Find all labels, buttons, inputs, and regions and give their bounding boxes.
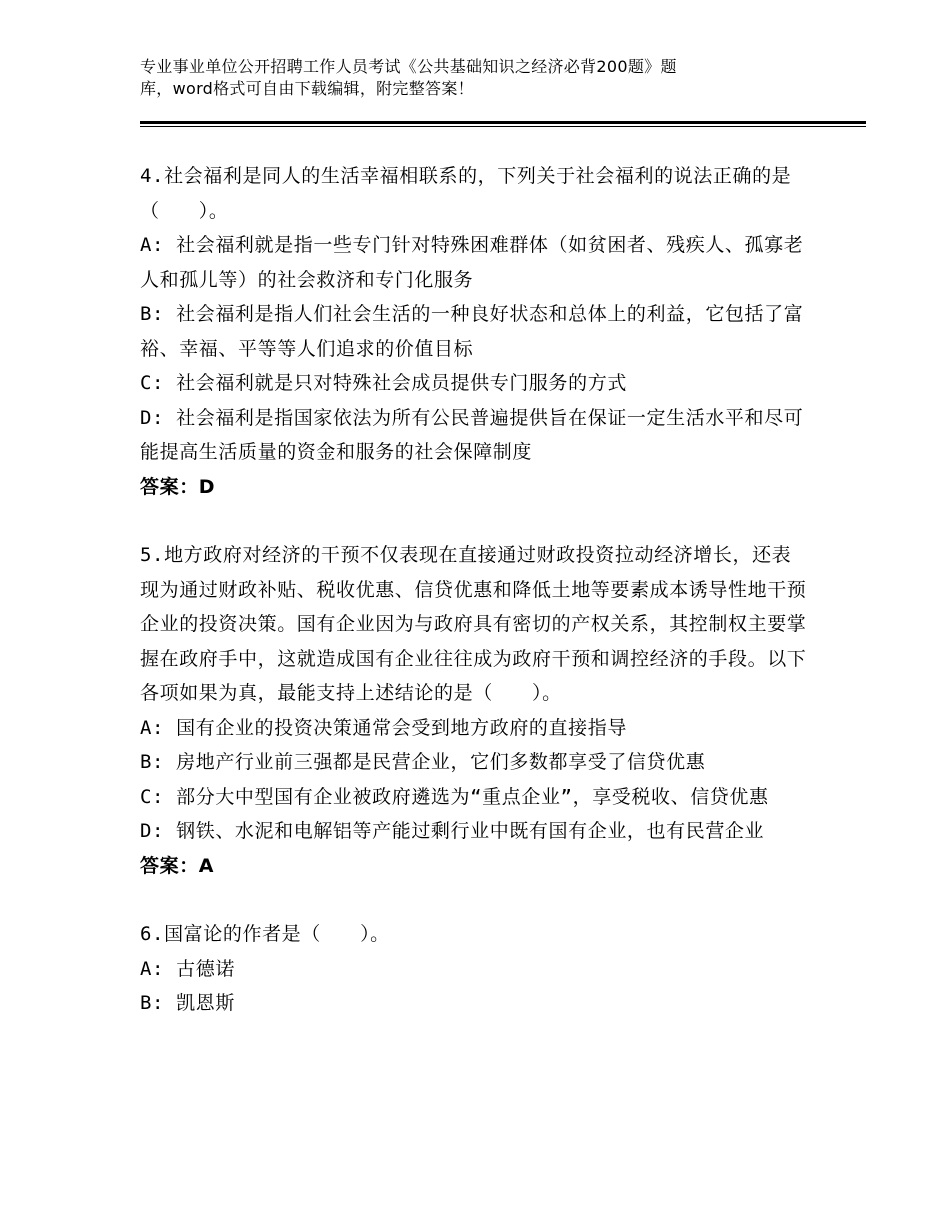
header-title-line-2: 库，word格式可自由下载编辑，附完整答案！ <box>140 79 474 98</box>
option-b: B: 凯恩斯 <box>140 992 235 1014</box>
question-stem: 4.社会福利是同人的生活幸福相联系的，下列关于社会福利的说法正确的是（ ）。 <box>140 165 792 222</box>
question-5 <box>140 538 810 883</box>
option-c: C: 部分大中型国有企业被政府遴选为“重点企业”，享受税收、信贷优惠 <box>140 785 769 808</box>
option-a: A: 国有企业的投资决策通常会受到地方政府的直接指导 <box>140 716 627 739</box>
option-a: A: 社会福利就是指一些专门针对特殊困难群体（如贫困者、残疾人、孤寡老人和孤儿等）的社会救济和专门化服务 <box>140 234 804 291</box>
option-c: C: 社会福利就是只对特殊社会成员提供专门服务的方式 <box>140 372 627 394</box>
question-stem: 5.地方政府对经济的干预不仅表现在直接通过财政投资拉动经济增长，还表现为通过财政补贴、税收优惠、信贷优惠和降低土地等要素成本诱导性地干预企业的投资决策。国有企业因为与政府具有密切的产权关系，其控制权主要掌握在政府手中，这就造成国有企业往往成为政府干预和调控经济的手段。以下各项如果为真，最能支持上述结论的是（ ）。 <box>140 544 807 704</box>
header-rule-thick <box>140 121 866 124</box>
document-header <box>140 56 820 100</box>
option-b: B: 社会福利是指人们社会生活的一种良好状态和总体上的利益，它包括了富裕、幸福、平等等人们追求的价值目标 <box>140 303 804 360</box>
option-b: B: 房地产行业前三强都是民营企业，它们多数都享受了信贷优惠 <box>140 751 706 773</box>
header-title-line-1: 专业事业单位公开招聘工作人员考试《公共基础知识之经济必背200题》题 <box>140 57 677 76</box>
question-list <box>140 159 810 1021</box>
answer: 答案：D <box>140 475 216 498</box>
question-4 <box>140 159 810 504</box>
answer: 答案：A <box>140 854 215 877</box>
option-d: D: 社会福利是指国家依法为所有公民普遍提供旨在保证一定生活水平和尽可能提高生活质量的资金和服务的社会保障制度 <box>140 406 804 463</box>
question-6 <box>140 917 810 1021</box>
option-d: D: 钢铁、水泥和电解铝等产能过剩行业中既有国有企业，也有民营企业 <box>140 820 765 842</box>
header-rule-thin <box>140 126 866 127</box>
option-a: A: 古德诺 <box>140 957 235 980</box>
question-stem: 6.国富论的作者是（ ）。 <box>140 923 390 945</box>
